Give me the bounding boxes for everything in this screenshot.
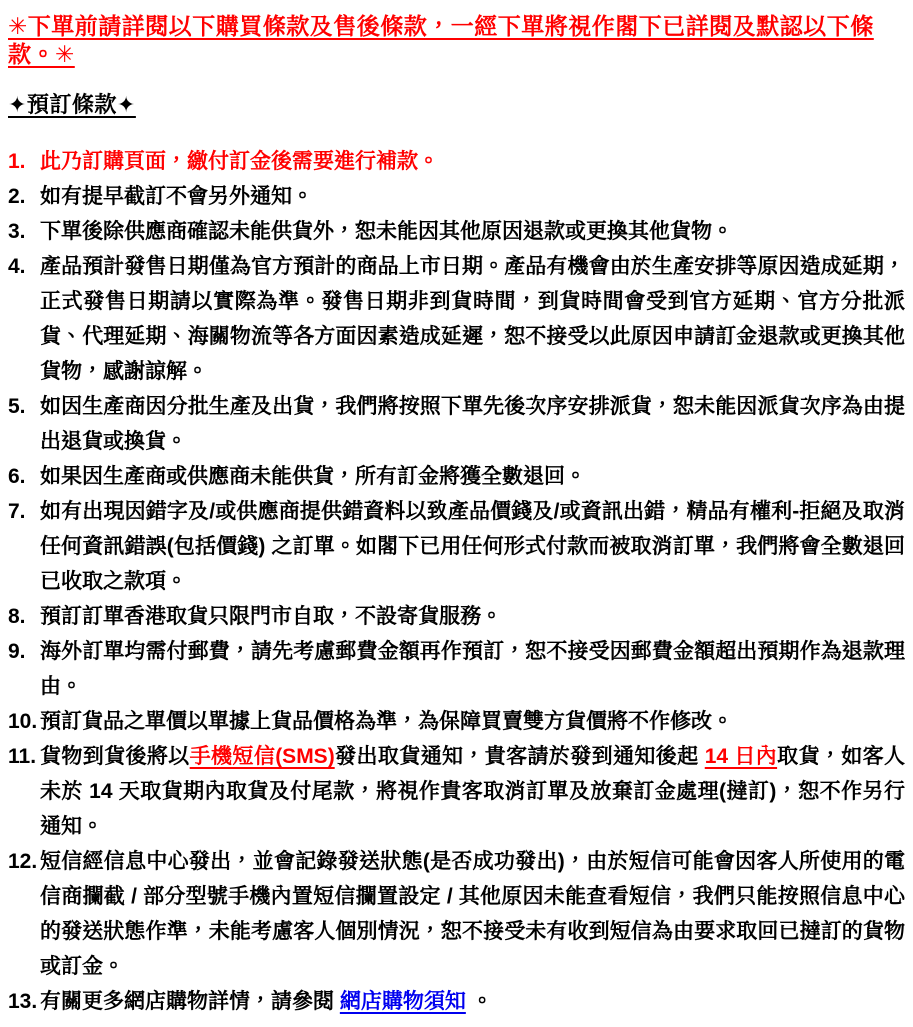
term-text-segment: 如有提早截訂不會另外通知。 bbox=[40, 185, 313, 208]
term-text bbox=[40, 739, 905, 844]
term-text-segment: 如因生產商因分批生產及出貨，我們將按照下單先後次序安排派貨，恕未能因派貨次序為由提出退貨或換貨。 bbox=[40, 395, 905, 453]
term-number: 2. bbox=[8, 185, 26, 208]
term-number: 10. bbox=[8, 710, 38, 733]
term-text-segment: 取貨，如客人未於 14 天取貨期內取貨及付尾款，將視作貴客取消訂單及放棄訂金處理(撻訂)，恕不作另行通知。 bbox=[40, 745, 905, 838]
term-text bbox=[40, 144, 905, 179]
term-text-segment: 海外訂單均需付郵費，請先考慮郵費金額再作預訂，恕不接受因郵費金額超出預期作為退款理由。 bbox=[40, 640, 905, 698]
14-days-highlight: 14 日內 bbox=[704, 745, 778, 768]
term-item-7 bbox=[8, 494, 905, 599]
term-item-2 bbox=[8, 179, 905, 214]
section-title-preorder-terms: ✦預訂條款✦ bbox=[8, 92, 136, 117]
term-item-11 bbox=[8, 739, 905, 844]
term-text bbox=[40, 704, 905, 739]
term-text-segment: 發出取貨通知，貴客請於發到通知後起 bbox=[334, 745, 705, 768]
term-number: 12. bbox=[8, 850, 38, 873]
term-text-segment: 有關更多網店購物詳情，請參閱 bbox=[40, 990, 340, 1013]
term-number: 4. bbox=[8, 255, 26, 278]
term-number: 7. bbox=[8, 500, 26, 523]
term-text-segment: 產品預計發售日期僅為官方預計的商品上市日期。產品有機會由於生產安排等原因造成延期，正式發售日期請以實際為準。發售日期非到貨時間，到貨時間會受到官方延期、官方分批派貨、代理延期、海關物流等各方面因素造成延遲，恕不接受以此原因申請訂金退款或更換其他貨物，感謝諒解。 bbox=[40, 255, 905, 383]
term-text bbox=[40, 599, 905, 634]
term-text-segment: 短信經信息中心發出，並會記錄發送狀態(是否成功發出)，由於短信可能會因客人所使用的電信商攔截 / 部分型號手機內置短信攔置設定 / 其他原因未能查看短信，我們只能按照信息中心的發送狀態作準，未能考慮客人個別情況，恕不接受未有收到短信為由要求取回已撻訂的貨物或訂金。 bbox=[40, 850, 905, 978]
term-item-1 bbox=[8, 144, 905, 179]
term-item-3 bbox=[8, 214, 905, 249]
term-item-4 bbox=[8, 249, 905, 389]
term-text-segment: 預訂訂單香港取貨只限門市自取，不設寄貨服務。 bbox=[40, 605, 502, 628]
term-text bbox=[40, 249, 905, 389]
term-text-segment: 。 bbox=[465, 990, 493, 1013]
term-text-segment: 預訂貨品之單價以單據上貨品價格為準，為保障買賣雙方貨價將不作修改。 bbox=[40, 710, 733, 733]
term-text-segment: 此乃訂購頁面，繳付訂金後需要進行補款。 bbox=[40, 150, 439, 173]
term-item-10 bbox=[8, 704, 905, 739]
term-item-12 bbox=[8, 844, 905, 984]
term-number: 6. bbox=[8, 465, 26, 488]
term-text-segment: 如果因生產商或供應商未能供貨，所有訂金將獲全數退回。 bbox=[40, 465, 586, 488]
term-item-8 bbox=[8, 599, 905, 634]
term-number: 13. bbox=[8, 990, 38, 1013]
purchase-terms-warning: ✳下單前請詳閱以下購買條款及售後條款，一經下單將視作閣下已詳閱及默認以下條款。✳ bbox=[8, 13, 874, 67]
term-number: 3. bbox=[8, 220, 26, 243]
term-item-6 bbox=[8, 459, 905, 494]
term-text bbox=[40, 634, 905, 704]
sms-highlight: 手機短信(SMS) bbox=[189, 745, 335, 768]
terms-list bbox=[8, 144, 905, 1019]
term-number: 9. bbox=[8, 640, 26, 663]
term-text bbox=[40, 214, 905, 249]
term-number: 8. bbox=[8, 605, 26, 628]
term-text bbox=[40, 389, 905, 459]
term-text-segment: 如有出現因錯字及/或供應商提供錯資料以致產品價錢及/或資訊出錯，精品有權利-拒絕及取消任何資訊錯誤(包括價錢) 之訂單。如閣下已用任何形式付款而被取消訂單，我們將會全數退回已收取之款項。 bbox=[40, 500, 905, 593]
term-text-segment: 下單後除供應商確認未能供貨外，恕未能因其他原因退款或更換其他貨物。 bbox=[40, 220, 733, 243]
term-text-segment: 貨物到貨後將以 bbox=[40, 745, 190, 768]
term-number: 11. bbox=[8, 745, 37, 768]
term-text bbox=[40, 179, 905, 214]
term-text bbox=[40, 459, 905, 494]
term-item-5 bbox=[8, 389, 905, 459]
term-number: 5. bbox=[8, 395, 26, 418]
term-item-9 bbox=[8, 634, 905, 704]
term-text bbox=[40, 984, 905, 1019]
term-item-13 bbox=[8, 984, 905, 1019]
store-shopping-guide-link[interactable]: 網店購物須知 bbox=[339, 990, 466, 1013]
term-text bbox=[40, 494, 905, 599]
term-number: 1. bbox=[8, 150, 26, 173]
term-text bbox=[40, 844, 905, 984]
